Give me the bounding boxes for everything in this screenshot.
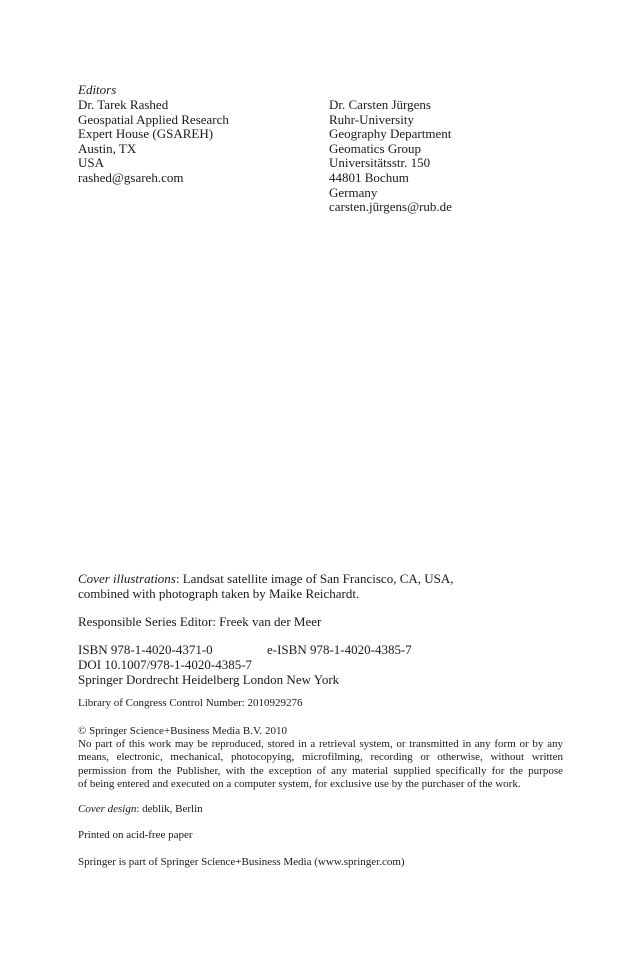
rights-line: No part of this work may be reproduced, stored in a retrieval system, or transmitted in any form or by any xyxy=(78,738,563,750)
cover-illustrations-note xyxy=(78,571,563,601)
cover-design-label: Cover design xyxy=(78,803,137,815)
isbn-block xyxy=(78,642,563,687)
springer-note: Springer is part of Springer Science+Business Media (www.springer.com) xyxy=(78,856,405,868)
editor-right-address xyxy=(329,98,452,215)
cover-illustrations-label: Cover illustrations xyxy=(78,571,176,586)
print-isbn: ISBN 978-1-4020-4371-0 xyxy=(78,642,213,657)
editor-right-line: 44801 Bochum xyxy=(329,169,409,185)
publisher-places: Springer Dordrecht Heidelberg London New York xyxy=(78,672,340,687)
editor-left-name: Dr. Tarek Rashed xyxy=(78,97,169,112)
editor-right-email: carsten.jürgens@rub.de xyxy=(329,199,452,215)
editor-right-name: Dr. Carsten Jürgens xyxy=(329,97,431,112)
rights-line: of being entered and executed on a computer system, for exclusive use by the purchaser of the work. xyxy=(78,778,521,791)
editor-right-line: Germany xyxy=(329,184,378,200)
rights-statement xyxy=(78,738,563,792)
cover-illustrations-text: : Landsat satellite image of San Francisco, CA, USA, xyxy=(175,571,454,586)
series-editor: Responsible Series Editor: Freek van der Meer xyxy=(78,614,322,629)
cover-design-credit xyxy=(78,803,563,816)
editor-left-line: Austin, TX xyxy=(78,140,137,156)
editor-left-line: Expert House (GSAREH) xyxy=(78,126,214,142)
editor-right-line: Geomatics Group xyxy=(329,140,422,156)
editor-left-line: Geospatial Applied Research xyxy=(78,111,229,127)
library-of-congress-number: Library of Congress Control Number: 2010929276 xyxy=(78,697,303,709)
editor-right-line: Ruhr-University xyxy=(329,111,414,127)
copyright-notice: © Springer Science+Business Media B.V. 2010 xyxy=(78,725,287,737)
editor-left-email: rashed@gsareh.com xyxy=(78,169,184,185)
editors-label: Editors xyxy=(78,82,117,97)
editor-right-line: Universitätsstr. 150 xyxy=(329,155,431,171)
cover-design-text: : deblik, Berlin xyxy=(136,803,203,815)
acid-free-paper-note: Printed on acid-free paper xyxy=(78,829,193,841)
editor-left-address xyxy=(78,98,229,186)
editor-left-line: USA xyxy=(78,155,105,171)
cover-illustrations-text-2: combined with photograph taken by Maike Reichardt. xyxy=(78,586,360,601)
rights-line: permission from the Publisher, with the exception of any material supplied specifically for the purpose xyxy=(78,764,563,777)
doi: DOI 10.1007/978-1-4020-4385-7 xyxy=(78,657,253,672)
electronic-isbn: e-ISBN 978-1-4020-4385-7 xyxy=(267,642,412,657)
rights-line: means, electronic, mechanical, photocopying, microfilming, recording or otherwise, without written xyxy=(78,751,563,764)
editor-right-line: Geography Department xyxy=(329,126,452,142)
